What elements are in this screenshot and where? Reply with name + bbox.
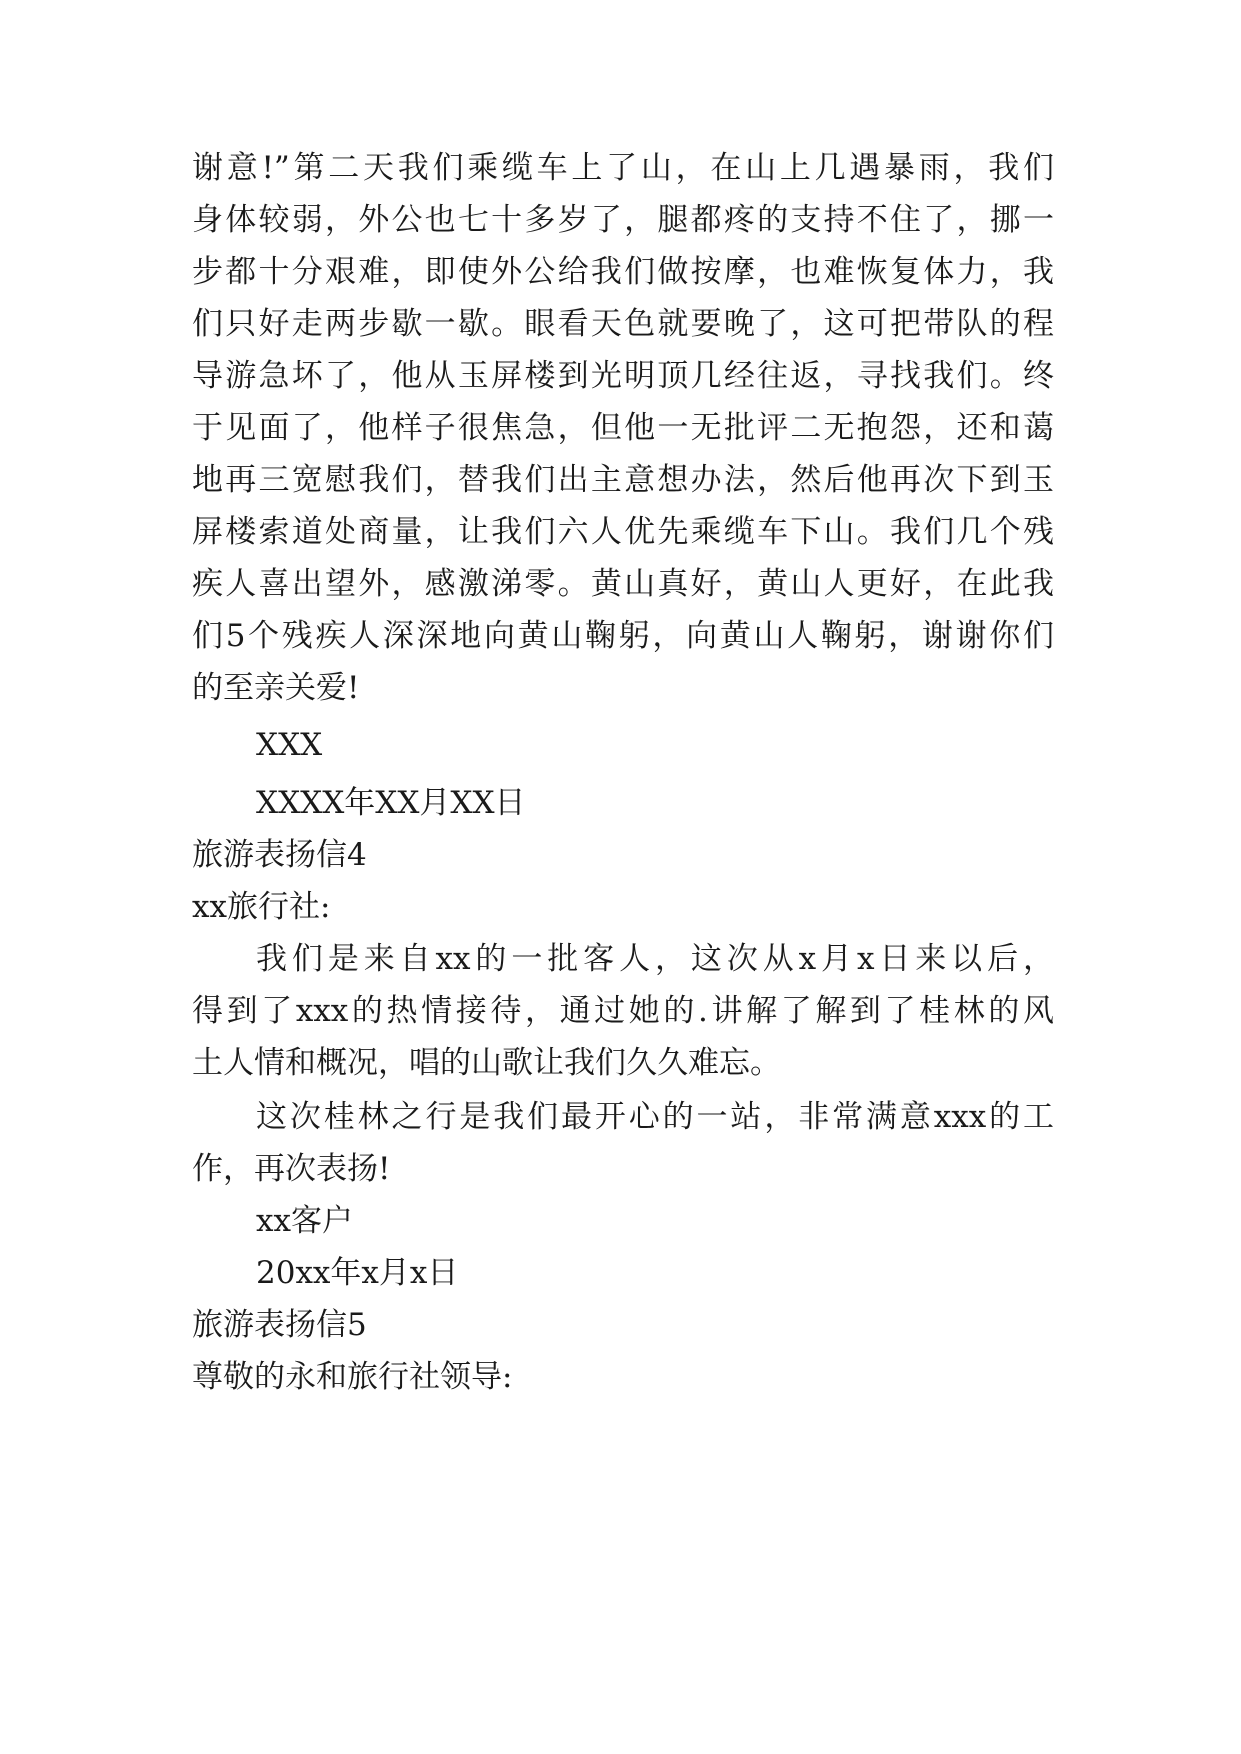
- body-line: 的至亲关爱!: [192, 670, 360, 706]
- letter-title: 旅游表扬信5: [192, 1307, 367, 1343]
- body-line: 土人情和概况，唱的山歌让我们久久难忘。: [192, 1045, 781, 1081]
- body-line: 导游急坏了，他从玉屏楼到光明顶几经往返，寻找我们。终: [192, 358, 1054, 394]
- body-line: 于见面了，他样子很焦急，但他一无批评二无抱怨，还和蔼: [192, 410, 1054, 446]
- signature: xx客户: [256, 1203, 353, 1239]
- letter-title: 旅游表扬信4: [192, 837, 367, 873]
- body-line: 步都十分艰难，即使外公给我们做按摩，也难恢复体力，我: [192, 254, 1054, 290]
- signature-date: 20xx年x月x日: [256, 1255, 459, 1291]
- body-line: 们只好走两步歇一歇。眼看天色就要晚了，这可把带队的程: [192, 306, 1054, 342]
- signature-date: XXXX年XX月XX日: [256, 785, 526, 821]
- body-line: 得到了xxx的热情接待，通过她的.讲解了解到了桂林的风: [192, 993, 1054, 1029]
- body-line: 疾人喜出望外，感激涕零。黄山真好，黄山人更好，在此我: [192, 566, 1054, 602]
- body-line: 们5个残疾人深深地向黄山鞠躬，向黄山人鞠躬，谢谢你们: [192, 618, 1054, 654]
- body-line: 地再三宽慰我们，替我们出主意想办法，然后他再次下到玉: [192, 462, 1054, 498]
- body-line: 谢意!”第二天我们乘缆车上了山，在山上几遇暴雨，我们: [192, 150, 1054, 186]
- body-line: 身体较弱，外公也七十多岁了，腿都疼的支持不住了，挪一: [192, 202, 1054, 238]
- body-line: 这次桂林之行是我们最开心的一站，非常满意xxx的工: [256, 1099, 1054, 1135]
- body-line: 屏楼索道处商量，让我们六人优先乘缆车下山。我们几个残: [192, 514, 1054, 550]
- salutation: xx旅行社:: [192, 889, 331, 925]
- signature: XXX: [256, 727, 323, 763]
- salutation: 尊敬的永和旅行社领导:: [192, 1359, 513, 1395]
- body-line: 作，再次表扬!: [192, 1151, 391, 1187]
- body-line: 我们是来自xx的一批客人，这次从x月x日来以后，: [256, 941, 1054, 977]
